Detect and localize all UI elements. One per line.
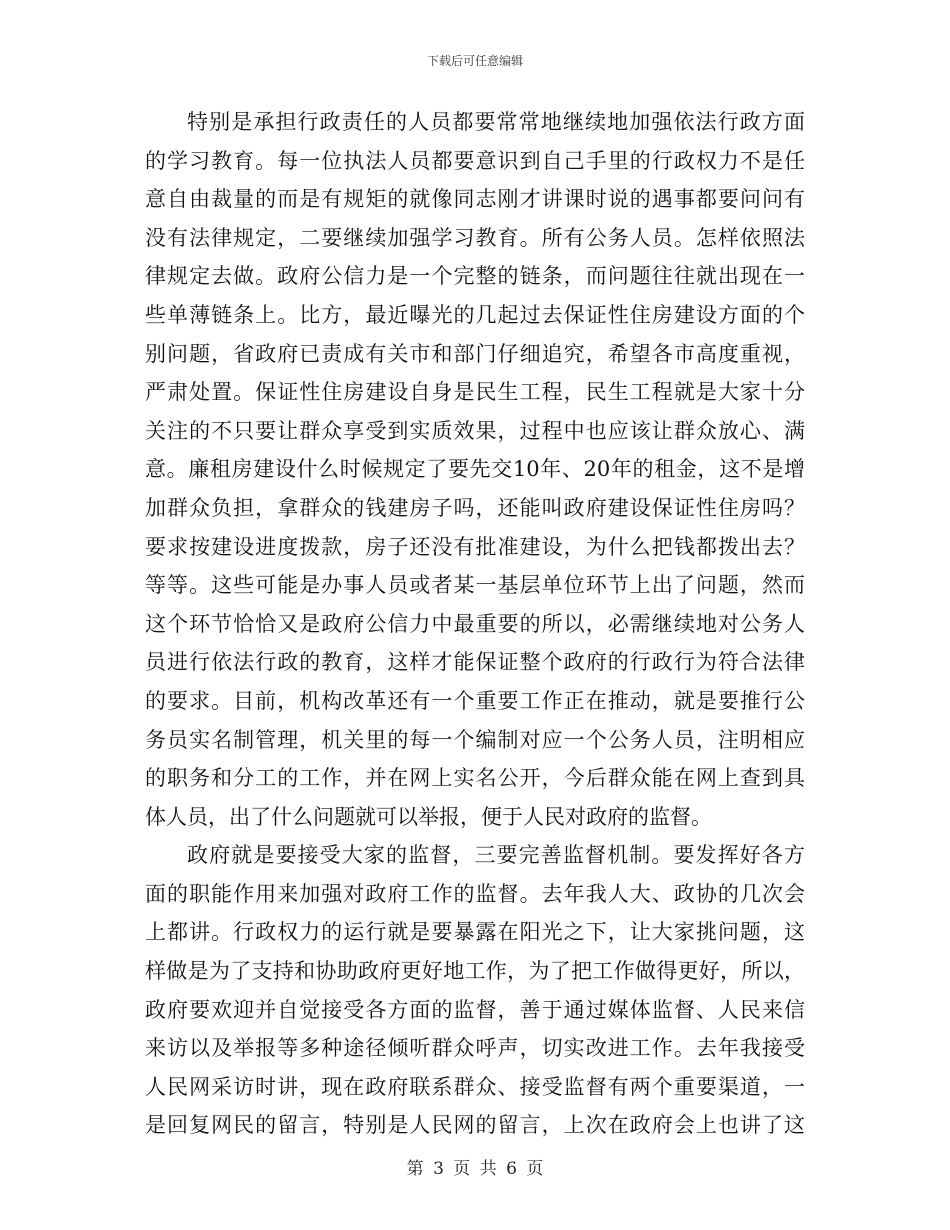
text-line: 特别是承担行政责任的人员都要常常地继续地加强依法行政方面 [187,110,805,134]
page-header: 下载后可任意编辑 [426,54,523,68]
text-line: 律规定去做。政府公信力是一个完整的链条，而问题往往就出现在一 [145,264,805,289]
page-footer: 第 3 页 共 6 页 [406,1159,544,1179]
text-line: 些单薄链条上。比方，最近曝光的几起过去保证性住房建设方面的个 [145,302,805,327]
text-line: 来访以及举报等多种途径倾听群众呼声，切实改进工作。去年我接受 [145,1036,805,1061]
text-line: 意自由裁量的而是有规矩的就像同志刚才讲课时说的遇事都要问问有 [145,187,805,212]
text-line: 体人员，出了什么问题就可以举报，便于人民对政府的监督。 [145,804,712,829]
text-line: 的职务和分工的工作，并在网上实名公开，今后群众能在网上查到具 [145,766,805,791]
paragraph-2 [145,836,805,1145]
text-line: 人民网采访时讲，现在政府联系群众、接受监督有两个重要渠道，一 [145,1074,805,1099]
text-line: 政府要欢迎并自觉接受各方面的监督，善于通过媒体监督、人民来信 [145,997,805,1022]
text-line: 面的职能作用来加强对政府工作的监督。去年我人大、政协的几次会 [145,881,805,906]
text-line: 员进行依法行政的教育，这样才能保证整个政府的行政行为符合法律 [145,650,805,675]
text-line: 这个环节恰恰又是政府公信力中最重要的所以，必需继续地对公务人 [145,611,805,636]
text-line: 的要求。目前，机构改革还有一个重要工作正在推动，就是要推行公 [145,688,805,713]
text-line: 上都讲。行政权力的运行就是要暴露在阳光之下，让大家挑问题，这 [145,920,805,945]
text-line: 意。廉租房建设什么时候规定了要先交10年、20年的租金，这不是增 [145,457,805,482]
text-line: 是回复网民的留言，特别是人民网的留言，上次在政府会上也讲了这 [145,1113,805,1138]
text-line: 政府就是要接受大家的监督，三要完善监督机制。要发挥好各方 [187,843,805,868]
text-line: 要求按建设进度拨款，房子还没有批准建设，为什么把钱都拨出去？ [145,534,805,559]
text-line: 没有法律规定，二要继续加强学习教育。所有公务人员。怎样依照法 [145,225,805,250]
paragraph-1 [145,103,805,836]
text-line: 务员实名制管理，机关里的每一个编制对应一个公务人员，注明相应 [145,727,805,752]
text-line: 样做是为了支持和协助政府更好地工作，为了把工作做得更好，所以， [145,959,805,984]
text-line: 别问题，省政府已责成有关市和部门仔细追究，希望各市高度重视， [145,341,805,366]
document-body [145,103,805,1145]
text-line: 加群众负担，拿群众的钱建房子吗，还能叫政府建设保证性住房吗？ [145,495,805,520]
text-line: 等等。这些可能是办事人员或者某一基层单位环节上出了问题，然而 [145,573,805,598]
text-line: 严肃处置。保证性住房建设自身是民生工程，民生工程就是大家十分 [145,380,805,405]
text-line: 的学习教育。每一位执法人员都要意识到自己手里的行政权力不是任 [145,148,805,173]
text-line: 关注的不只要让群众享受到实质效果，过程中也应该让群众放心、满 [145,418,805,443]
